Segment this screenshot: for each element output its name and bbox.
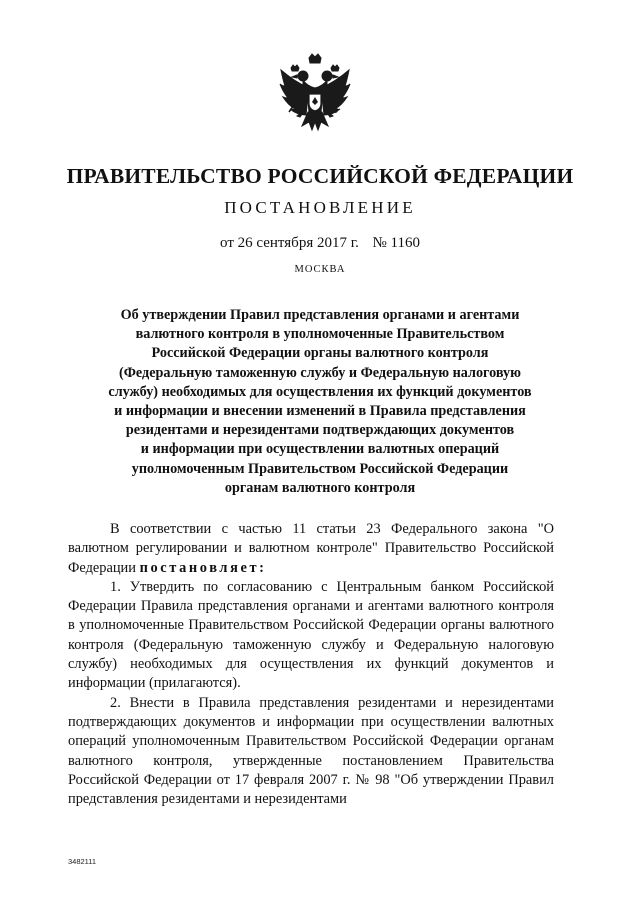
heading-line: валютного контроля в уполномоченные Правительством (135, 326, 505, 343)
heading-line: органам валютного контроля (224, 479, 416, 496)
document-heading (85, 306, 555, 498)
city-name: МОСКВА (294, 264, 346, 275)
document-date-line (0, 235, 640, 252)
document-type: ПОСТАНОВЛЕНИЕ (224, 198, 416, 217)
preamble-text: В соответствии с частью 11 статьи 23 Федерального закона "О валютном регулировании и валютном контроле" Правительство Российской Федерации (68, 521, 554, 576)
heading-line: службу) необходимых для осуществления их функций документов (108, 383, 532, 400)
document-body (68, 520, 554, 809)
document-code: 3482111 (68, 857, 97, 866)
heading-line: и информации и внесении изменений в Правила представления (114, 403, 526, 420)
heading-line: уполномоченным Правительством Российской Федерации (131, 460, 509, 477)
heading-line: Российской Федерации органы валютного контроля (151, 345, 489, 362)
document-date: от 26 сентября 2017 г. (220, 235, 359, 251)
preamble-paragraph (68, 520, 554, 578)
document-number: 1160 (390, 235, 420, 251)
heading-line: (Федеральную таможенную службу и Федеральную налоговую (119, 364, 521, 381)
government-title: ПРАВИТЕЛЬСТВО РОССИЙСКОЙ ФЕДЕРАЦИИ (66, 164, 574, 188)
heading-line: и информации при осуществлении валютных операций (140, 441, 500, 458)
heading-line: Об утверждении Правил представления органами и агентами (120, 307, 520, 323)
coat-of-arms-icon (275, 52, 355, 138)
item-2-paragraph: 2. Внести в Правила представления резидентами и нерезидентами подтверждающих документов и информации при осуществлении валютных операций уполномоченным Правительством Российской Федерации органам валютного контроля, утвержденные постановлением Правительства Российской Федерации от 17 февраля 2007 г. № 98 "Об утверждении Правил представления резидентами и нерезидентами (68, 694, 554, 808)
number-sign: № (372, 235, 387, 251)
heading-line: резидентами и нерезидентами подтверждающих документов (125, 422, 515, 439)
item-1-paragraph: 1. Утвердить по согласованию с Центральным банком Российской Федерации Правила представления органами и агентами валютного контроля в уполномоченные Правительством Российской Федерации органы валютного контроля (Федеральную таможенную службу и Федеральную налоговую службу) необходимых для осуществления их функций документов и информации (прилагаются). (68, 578, 554, 692)
decree-word: постановляет: (139, 559, 267, 576)
